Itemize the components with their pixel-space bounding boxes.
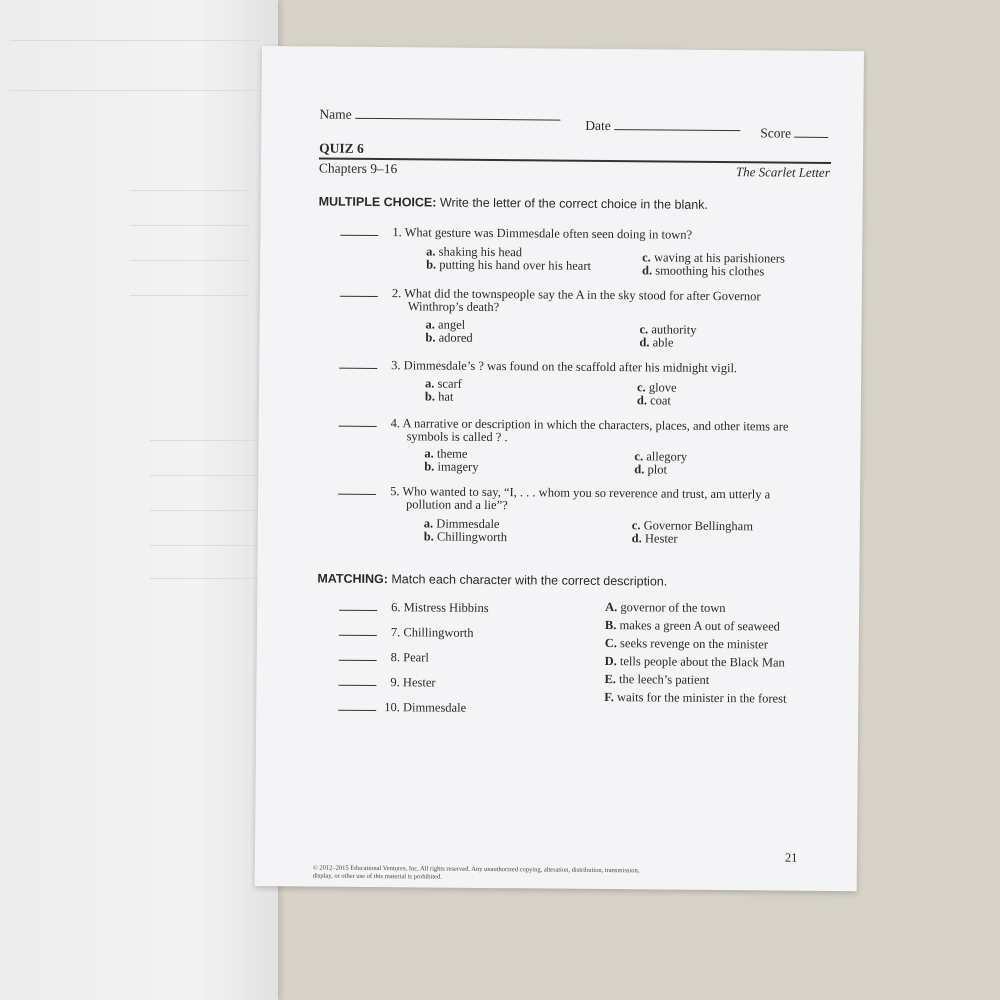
question-text: What did the townspeople say the A in the sky stood for after Governor	[404, 286, 761, 304]
date-field[interactable]	[585, 118, 740, 135]
question-text-cont: pollution and a lie”?	[405, 497, 508, 513]
bleed-line	[130, 190, 250, 191]
copyright-line-2: display, or other use of this material is prohibited.	[312, 872, 442, 881]
matching-instruction: Match each character with the correct description.	[391, 572, 668, 589]
question-2	[340, 286, 761, 305]
choice-a: a. shaking his head	[426, 244, 523, 260]
match-option-d: D. tells people about the Black Man	[604, 654, 785, 670]
match-blank-7[interactable]	[339, 634, 377, 636]
answer-blank-1[interactable]	[340, 234, 378, 236]
question-3	[339, 358, 737, 376]
choice-a: a. theme	[424, 446, 468, 461]
name-field[interactable]	[319, 107, 560, 125]
choice-b: b. imagery	[424, 459, 479, 474]
answer-blank-4[interactable]	[339, 425, 377, 427]
quiz-page	[255, 46, 864, 891]
page-number: 21	[784, 850, 798, 865]
bleed-line	[130, 225, 250, 226]
match-item-7: 7. Chillingworth	[339, 625, 474, 641]
bleed-line	[130, 295, 250, 296]
chapters-label: Chapters 9–16	[318, 160, 398, 177]
question-text-cont: symbols is called ? .	[406, 429, 508, 445]
answer-blank-2[interactable]	[340, 295, 378, 297]
bleed-line	[10, 40, 260, 41]
question-number: 5.	[390, 484, 400, 499]
choice-d: d. Hester	[631, 531, 678, 546]
bleed-line	[150, 578, 260, 579]
choice-c: c. allegory	[634, 449, 688, 464]
choice-b: b. Chillingworth	[423, 529, 508, 545]
copyright-line-1: © 2012–2015 Educational Ventures, Inc. All rights reserved. Any unauthorized copying, alteration, distribution, transmission,	[312, 864, 640, 875]
matching-instructions	[317, 572, 667, 589]
score-field[interactable]	[760, 125, 828, 142]
choice-a: a. angel	[425, 317, 466, 332]
choice-c: c. waving at his parishioners	[642, 250, 785, 266]
bleed-line	[150, 510, 260, 511]
match-option-b: B. makes a green A out of seaweed	[604, 618, 780, 634]
question-1	[340, 225, 692, 243]
question-text-cont: Winthrop’s death?	[407, 299, 500, 315]
choice-c: c. Governor Bellingham	[631, 518, 754, 534]
choice-d: d. able	[639, 335, 674, 350]
question-text: Dimmesdale’s ? was found on the scaffold after his midnight vigil.	[403, 358, 738, 376]
choice-a: a. scarf	[425, 376, 462, 391]
mc-instructions	[319, 195, 708, 212]
bleed-line	[150, 545, 260, 546]
match-blank-8[interactable]	[339, 659, 377, 661]
match-option-e: E. the leech’s patient	[604, 672, 710, 687]
question-number: 4.	[390, 416, 401, 431]
choice-b: b. putting his hand over his heart	[426, 257, 592, 273]
match-item-6: 6. Mistress Hibbins	[339, 600, 489, 616]
score-blank[interactable]	[794, 136, 828, 138]
matching-heading: MATCHING:	[317, 571, 389, 587]
bleed-line	[150, 440, 260, 441]
match-option-a: A. governor of the town	[605, 600, 726, 616]
date-blank[interactable]	[614, 128, 740, 131]
date-label: Date	[585, 117, 611, 134]
question-text: Who wanted to say, “I, . . . whom you so reverence and trust, am utterly a	[402, 484, 771, 502]
choice-c: c. authority	[639, 322, 697, 337]
left-page	[0, 0, 278, 1000]
question-number: 3.	[391, 358, 401, 373]
bleed-line	[130, 260, 250, 261]
match-option-c: C. seeks revenge on the minister	[604, 636, 769, 652]
mc-heading: MULTIPLE CHOICE:	[318, 194, 437, 210]
question-5	[338, 484, 770, 503]
answer-blank-5[interactable]	[338, 493, 376, 495]
quiz-title: QUIZ 6	[319, 140, 364, 156]
match-item-10: 10. Dimmesdale	[338, 700, 466, 716]
question-text: A narrative or description in which the characters, places, and other items are	[402, 416, 789, 434]
choice-d: d. coat	[636, 393, 672, 408]
score-label: Score	[760, 125, 792, 141]
question-text: What gesture was Dimmesdale often seen doing in town?	[404, 225, 693, 242]
answer-blank-3[interactable]	[339, 367, 377, 369]
question-number: 2.	[391, 286, 402, 301]
match-blank-9[interactable]	[338, 684, 376, 686]
name-blank[interactable]	[355, 117, 560, 121]
bleed-line	[10, 90, 260, 91]
match-blank-6[interactable]	[339, 609, 377, 611]
match-option-f: F. waits for the minister in the forest	[604, 690, 787, 706]
book-title: The Scarlet Letter	[735, 164, 830, 180]
question-number: 1.	[392, 225, 402, 240]
match-item-9: 9. Hester	[338, 675, 435, 691]
choice-d: d. plot	[634, 462, 668, 477]
choice-b: b. adored	[425, 330, 473, 345]
choice-b: b. hat	[424, 389, 454, 404]
name-label: Name	[319, 106, 352, 122]
match-item-8: 8. Pearl	[339, 650, 429, 666]
mc-instruction: Write the letter of the correct choice in the blank.	[439, 195, 708, 212]
choice-a: a. Dimmesdale	[423, 516, 500, 532]
choice-d: d. smoothing his clothes	[641, 263, 765, 279]
choice-c: c. glove	[636, 380, 677, 395]
bleed-line	[150, 475, 260, 476]
match-blank-10[interactable]	[338, 709, 376, 711]
